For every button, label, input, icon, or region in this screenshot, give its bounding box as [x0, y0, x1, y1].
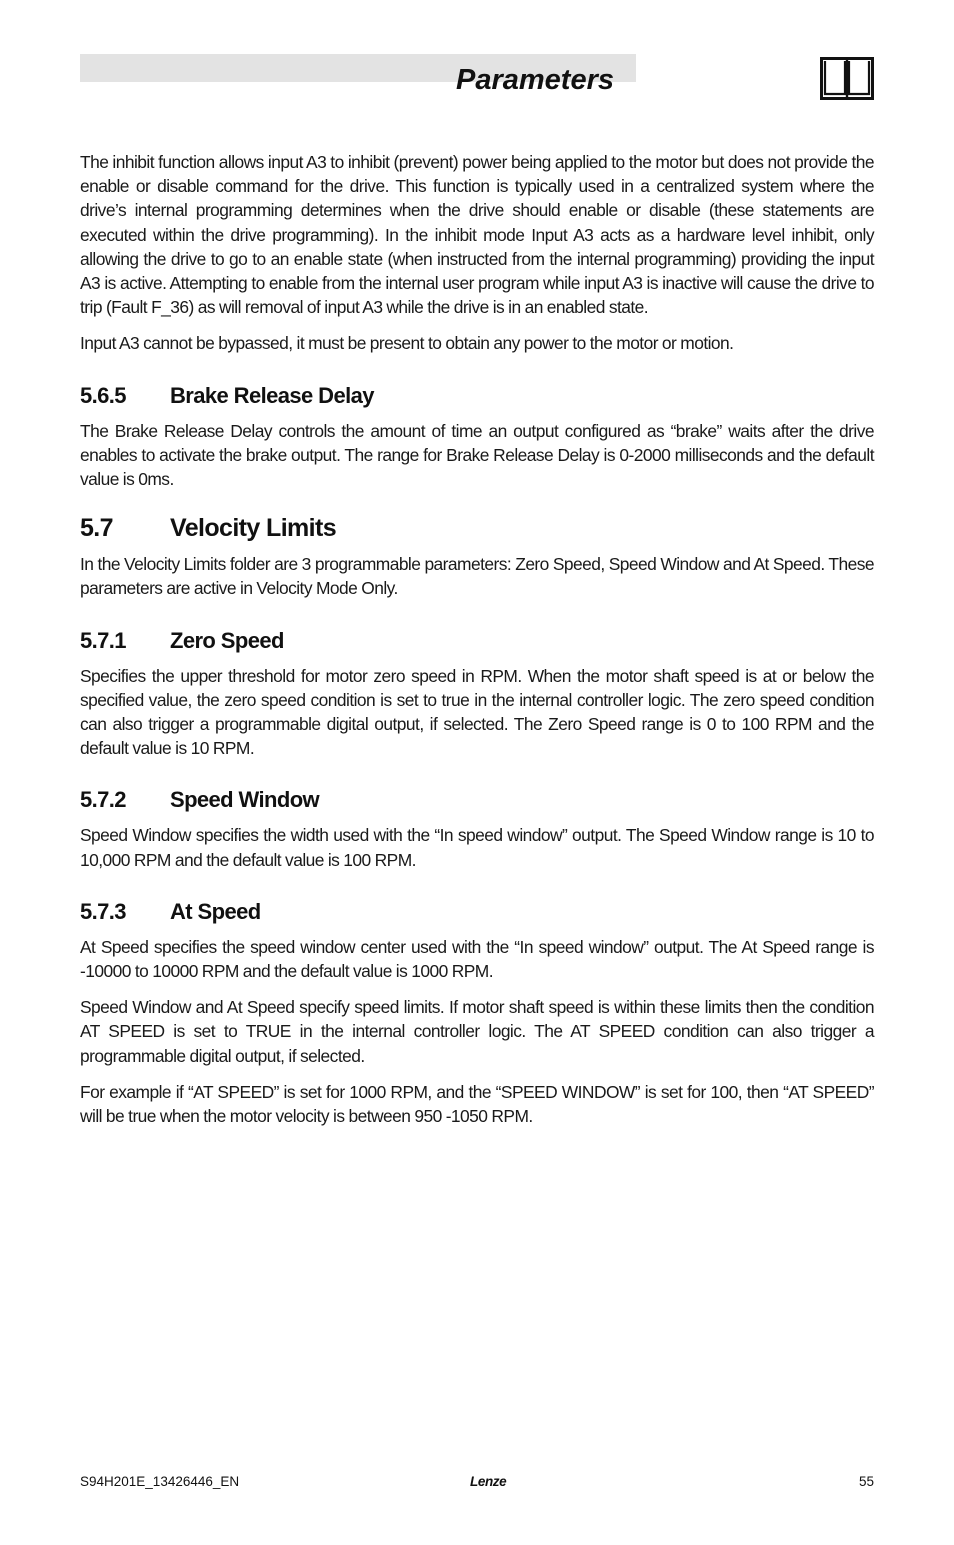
at-speed-paragraph-1: At Speed specifies the speed window center used with the “In speed window” output. The At Speed range is -10000 to 10000 RPM and the default value is 1000 RPM. — [80, 936, 874, 982]
brand-logo: Lenze — [470, 1474, 507, 1489]
zero-speed-paragraph: Specifies the upper threshold for motor zero speed in RPM. When the motor shaft speed is at or below the specified value, the zero speed condition is set to true in the internal controller logic. The zero speed condition can also trigger a programmable digital output, if selected. The Zero Speed range is 0 to 100 RPM and the default value is 10 RPM. — [80, 665, 874, 759]
intro-paragraph-2: Input A3 cannot be bypassed, it must be present to obtain any power to the motor or motion. — [80, 333, 734, 354]
section-title: Velocity Limits — [170, 514, 337, 543]
brake-release-delay-paragraph: The Brake Release Delay controls the amount of time an output configured as “brake” waits after the drive enables to activate the brake output. The range for Brake Release Delay is 0-2000 milliseconds and the default value is 0ms. — [80, 420, 874, 490]
heading-5-6-5 — [80, 382, 874, 410]
section-number: 5.7.2 — [80, 787, 126, 813]
at-speed-paragraph-3: For example if “AT SPEED” is set for 1000 RPM, and the “SPEED WINDOW” is set for 100, then “AT SPEED” will be true when the motor velocity is between 950 -1050 RPM. — [80, 1081, 874, 1127]
section-number: 5.7 — [80, 514, 113, 543]
page-footer — [80, 1474, 874, 1494]
section-title: Speed Window — [170, 787, 320, 813]
heading-5-7 — [80, 513, 874, 543]
velocity-limits-paragraph: In the Velocity Limits folder are 3 programmable parameters: Zero Speed, Speed Window and At Speed. These parameters are active in Velocity Mode Only. — [80, 554, 874, 599]
document-id: S94H201E_13426446_EN — [80, 1474, 240, 1489]
page-content — [80, 150, 874, 1140]
section-number: 5.7.3 — [80, 898, 126, 924]
page-number: 55 — [858, 1474, 874, 1489]
heading-5-7-3 — [80, 898, 874, 926]
intro-paragraph-1: The inhibit function allows input A3 to inhibit (prevent) power being applied to the motor but does not provide the enable or disable command for the drive. This function is typically used in a centralized system where the drive’s internal programming determines when the drive should enable or disable (these statements are executed within the drive programming). In the inhibit mode Input A3 acts as a hardware level inhibit, only allowing the drive to go to an enable state (when instructed from the internal programming) providing the input A3 is active. Attempting to enable from the internal user program while input A3 is inactive will cause the drive to trip (Fault F_36) as will removal of input A3 while the drive is in an enabled state. — [80, 152, 874, 318]
at-speed-paragraph-2: Speed Window and At Speed specify speed limits. If motor shaft speed is within these limits then the condition AT SPEED is set to TRUE in the internal controller logic. The AT SPEED condition can also trigger a programmable digital output, if selected. — [80, 997, 874, 1066]
section-title: At Speed — [170, 898, 261, 924]
section-number: 5.7.1 — [80, 627, 126, 653]
page-title: Parameters — [456, 64, 614, 96]
book-icon — [820, 57, 874, 100]
speed-window-paragraph: Speed Window specifies the width used with the “In speed window” output. The Speed Window range is 10 to 10,000 RPM and the default value is 100 RPM. — [80, 825, 874, 870]
heading-5-7-2 — [80, 786, 874, 814]
section-title: Brake Release Delay — [170, 382, 374, 408]
section-number: 5.6.5 — [80, 382, 126, 408]
heading-5-7-1 — [80, 627, 874, 655]
section-title: Zero Speed — [170, 627, 284, 653]
